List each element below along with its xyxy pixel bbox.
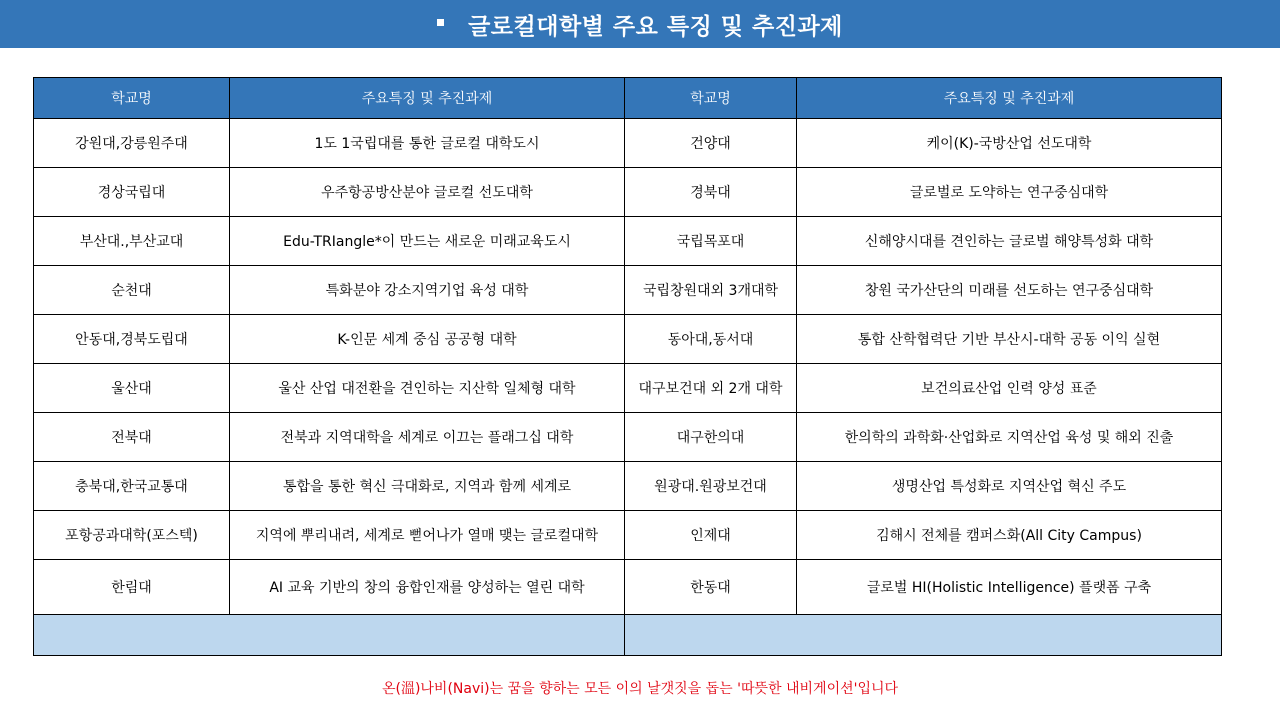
table-row [34,315,1222,364]
school-name-cell: 한림대 [34,560,230,615]
feature-cell: K-인문 세계 중심 공공형 대학 [230,315,625,364]
feature-cell: Edu-TRIangle*이 만드는 새로운 미래교육도시 [230,217,625,266]
feature-cell: 케이(K)-국방산업 선도대학 [797,119,1222,168]
table-row [34,266,1222,315]
blank-footer-row [34,615,1222,656]
school-name-cell: 한동대 [625,560,797,615]
column-header-school: 학교명 [34,78,230,119]
school-name-cell: 동아대,동서대 [625,315,797,364]
school-name-cell: 순천대 [34,266,230,315]
school-name-cell: 국립목포대 [625,217,797,266]
feature-cell: 통합을 통한 혁신 극대화로, 지역과 함께 세계로 [230,462,625,511]
square-bullet-icon [437,19,444,26]
blank-cell [34,615,625,656]
school-name-cell: 전북대 [34,413,230,462]
feature-cell: 특화분야 강소지역기업 육성 대학 [230,266,625,315]
school-name-cell: 강원대,강릉원주대 [34,119,230,168]
column-header-features: 주요특징 및 추진과제 [230,78,625,119]
table-row [34,560,1222,615]
school-name-cell: 건양대 [625,119,797,168]
feature-cell: 통합 산학협력단 기반 부산시-대학 공동 이익 실현 [797,315,1222,364]
school-name-cell: 충북대,한국교통대 [34,462,230,511]
feature-cell: 전북과 지역대학을 세계로 이끄는 플래그십 대학 [230,413,625,462]
feature-cell: 한의학의 과학화·산업화로 지역산업 육성 및 해외 진출 [797,413,1222,462]
column-header-school: 학교명 [625,78,797,119]
title-banner [0,0,1280,48]
table-header-row [34,78,1222,119]
feature-cell: 창원 국가산단의 미래를 선도하는 연구중심대학 [797,266,1222,315]
table-row [34,217,1222,266]
table-row [34,168,1222,217]
page-title: 글로컬대학별 주요 특징 및 추진과제 [468,13,843,40]
feature-cell: 글로벌 HI(Holistic Intelligence) 플랫폼 구축 [797,560,1222,615]
feature-cell: 김해시 전체를 캠퍼스화(All City Campus) [797,511,1222,560]
school-name-cell: 인제대 [625,511,797,560]
column-header-features: 주요특징 및 추진과제 [797,78,1222,119]
table-row [34,413,1222,462]
feature-cell: 보건의료산업 인력 양성 표준 [797,364,1222,413]
school-name-cell: 부산대.,부산교대 [34,217,230,266]
blank-cell [625,615,1222,656]
school-name-cell: 대구보건대 외 2개 대학 [625,364,797,413]
school-name-cell: 울산대 [34,364,230,413]
university-table [33,77,1222,656]
feature-cell: 글로벌로 도약하는 연구중심대학 [797,168,1222,217]
table-row [34,119,1222,168]
table-row [34,364,1222,413]
feature-cell: 울산 산업 대전환을 견인하는 지산학 일체형 대학 [230,364,625,413]
school-name-cell: 안동대,경북도립대 [34,315,230,364]
feature-cell: 신해양시대를 견인하는 글로벌 해양특성화 대학 [797,217,1222,266]
school-name-cell: 포항공과대학(포스텍) [34,511,230,560]
table-row [34,511,1222,560]
footer-slogan: 온(溫)나비(Navi)는 꿈을 향하는 모든 이의 날갯짓을 돕는 '따뜻한 내비게이션'입니다 [381,681,899,697]
school-name-cell: 국립창원대외 3개대학 [625,266,797,315]
school-name-cell: 원광대.원광보건대 [625,462,797,511]
school-name-cell: 대구한의대 [625,413,797,462]
table-row [34,462,1222,511]
feature-cell: 생명산업 특성화로 지역산업 혁신 주도 [797,462,1222,511]
feature-cell: 지역에 뿌리내려, 세계로 뻗어나가 열매 맺는 글로컬대학 [230,511,625,560]
feature-cell: 우주항공방산분야 글로컬 선도대학 [230,168,625,217]
school-name-cell: 경북대 [625,168,797,217]
feature-cell: AI 교육 기반의 창의 융합인재를 양성하는 열린 대학 [230,560,625,615]
school-name-cell: 경상국립대 [34,168,230,217]
feature-cell: 1도 1국립대를 통한 글로컬 대학도시 [230,119,625,168]
